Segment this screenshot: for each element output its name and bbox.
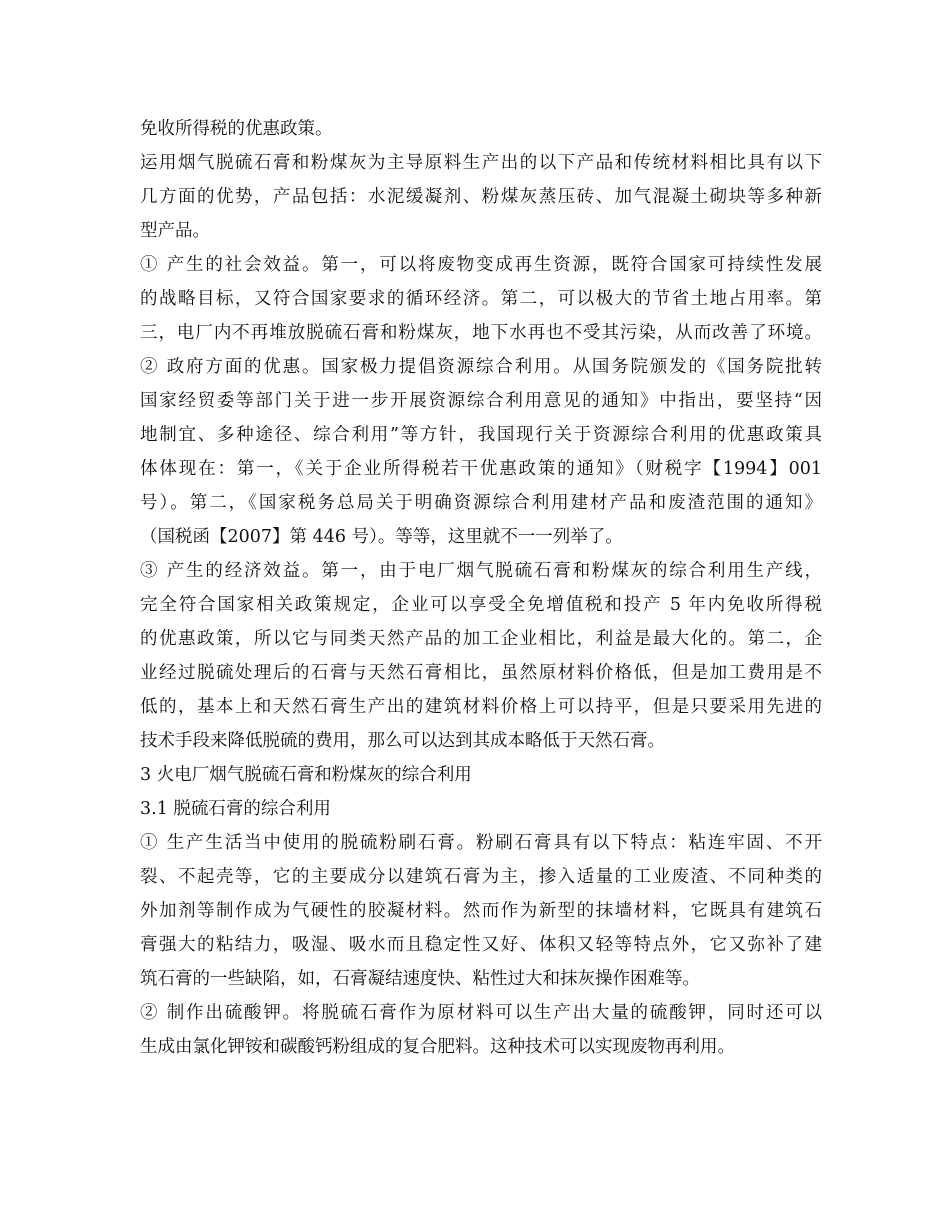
text-line: 的战略目标，又符合国家要求的循环经济。第二，可以极大的节省土地占用率。第 — [140, 289, 822, 309]
text-line: 运用烟气脱硫石膏和粉煤灰为主导原料生产出的以下产品和传统材料相比具有以下 — [140, 153, 822, 173]
text-line: 技术手段来降低脱硫的费用，那么可以达到其成本略低于天然石膏。 — [140, 731, 665, 751]
text-line: 体体现在：第一，《关于企业所得税若干优惠政策的通知》（财税字【1994】001 — [140, 459, 822, 479]
text-line: 三，电厂内不再堆放脱硫石膏和粉煤灰，地下水再也不受其污染，从而改善了环境。 — [140, 323, 822, 343]
text-line: 3.1 脱硫石膏的综合利用 — [140, 799, 331, 819]
text-line: 低的，基本上和天然石膏生产出的建筑材料价格上可以持平，但是只要采用先进的 — [140, 697, 822, 717]
text-line: 的优惠政策，所以它与同类天然产品的加工企业相比，利益是最大化的。第二，企 — [140, 629, 822, 649]
text-line: 筑石膏的一些缺陷，如，石膏凝结速度快、粘性过大和抹灰操作困难等。 — [140, 969, 700, 989]
text-line: 国家经贸委等部门关于进一步开展资源综合利用意见的通知》中指出，要坚持“因 — [140, 391, 822, 411]
text-line: 业经过脱硫处理后的石膏与天然石膏相比，虽然原材料价格低，但是加工费用是不 — [140, 663, 822, 683]
text-line: 膏强大的粘结力，吸湿、吸水而且稳定性又好、体积又轻等特点外，它又弥补了建 — [140, 935, 822, 955]
text-line: 几方面的优势，产品包括：水泥缓凝剂、粉煤灰蒸压砖、加气混凝土砌块等多种新 — [140, 187, 822, 207]
document-body — [140, 112, 822, 1064]
text-line: 3 火电厂烟气脱硫石膏和粉煤灰的综合利用 — [140, 765, 472, 785]
text-line: 地制宜、多种途径、综合利用”等方针，我国现行关于资源综合利用的优惠政策具 — [140, 425, 822, 445]
text-line: 号）。第二，《国家税务总局关于明确资源综合利用建材产品和废渣范围的通知》 — [140, 493, 822, 513]
text-line: ② 制作出硫酸钾。将脱硫石膏作为原材料可以生产出大量的硫酸钾，同时还可以 — [140, 1003, 822, 1023]
text-line: （国税函【2007】第 446 号）。等等，这里就不一一列举了。 — [140, 527, 623, 547]
text-line: ③ 产生的经济效益。第一，由于电厂烟气脱硫石膏和粉煤灰的综合利用生产线， — [140, 561, 822, 581]
text-line: 免收所得税的优惠政策。 — [140, 119, 333, 139]
text-line: 完全符合国家相关政策规定，企业可以享受全免增值税和投产 5 年内免收所得税 — [140, 595, 822, 615]
text-line: 裂、不起壳等，它的主要成分以建筑石膏为主，掺入适量的工业废渣、不同种类的 — [140, 867, 822, 887]
text-line: 型产品。 — [140, 221, 210, 241]
text-line: 生成由氯化钾铵和碳酸钙粉组成的复合肥料。这种技术可以实现废物再利用。 — [140, 1037, 735, 1057]
text-line: ① 生产生活当中使用的脱硫粉刷石膏。粉刷石膏具有以下特点：粘连牢固、不开 — [140, 833, 822, 853]
text-line: ① 产生的社会效益。第一，可以将废物变成再生资源，既符合国家可持续性发展 — [140, 255, 822, 275]
text-line: 外加剂等制作成为气硬性的胶凝材料。然而作为新型的抹墙材料，它既具有建筑石 — [140, 901, 822, 921]
text-line: ② 政府方面的优惠。国家极力提倡资源综合利用。从国务院颁发的《国务院批转 — [140, 357, 822, 377]
